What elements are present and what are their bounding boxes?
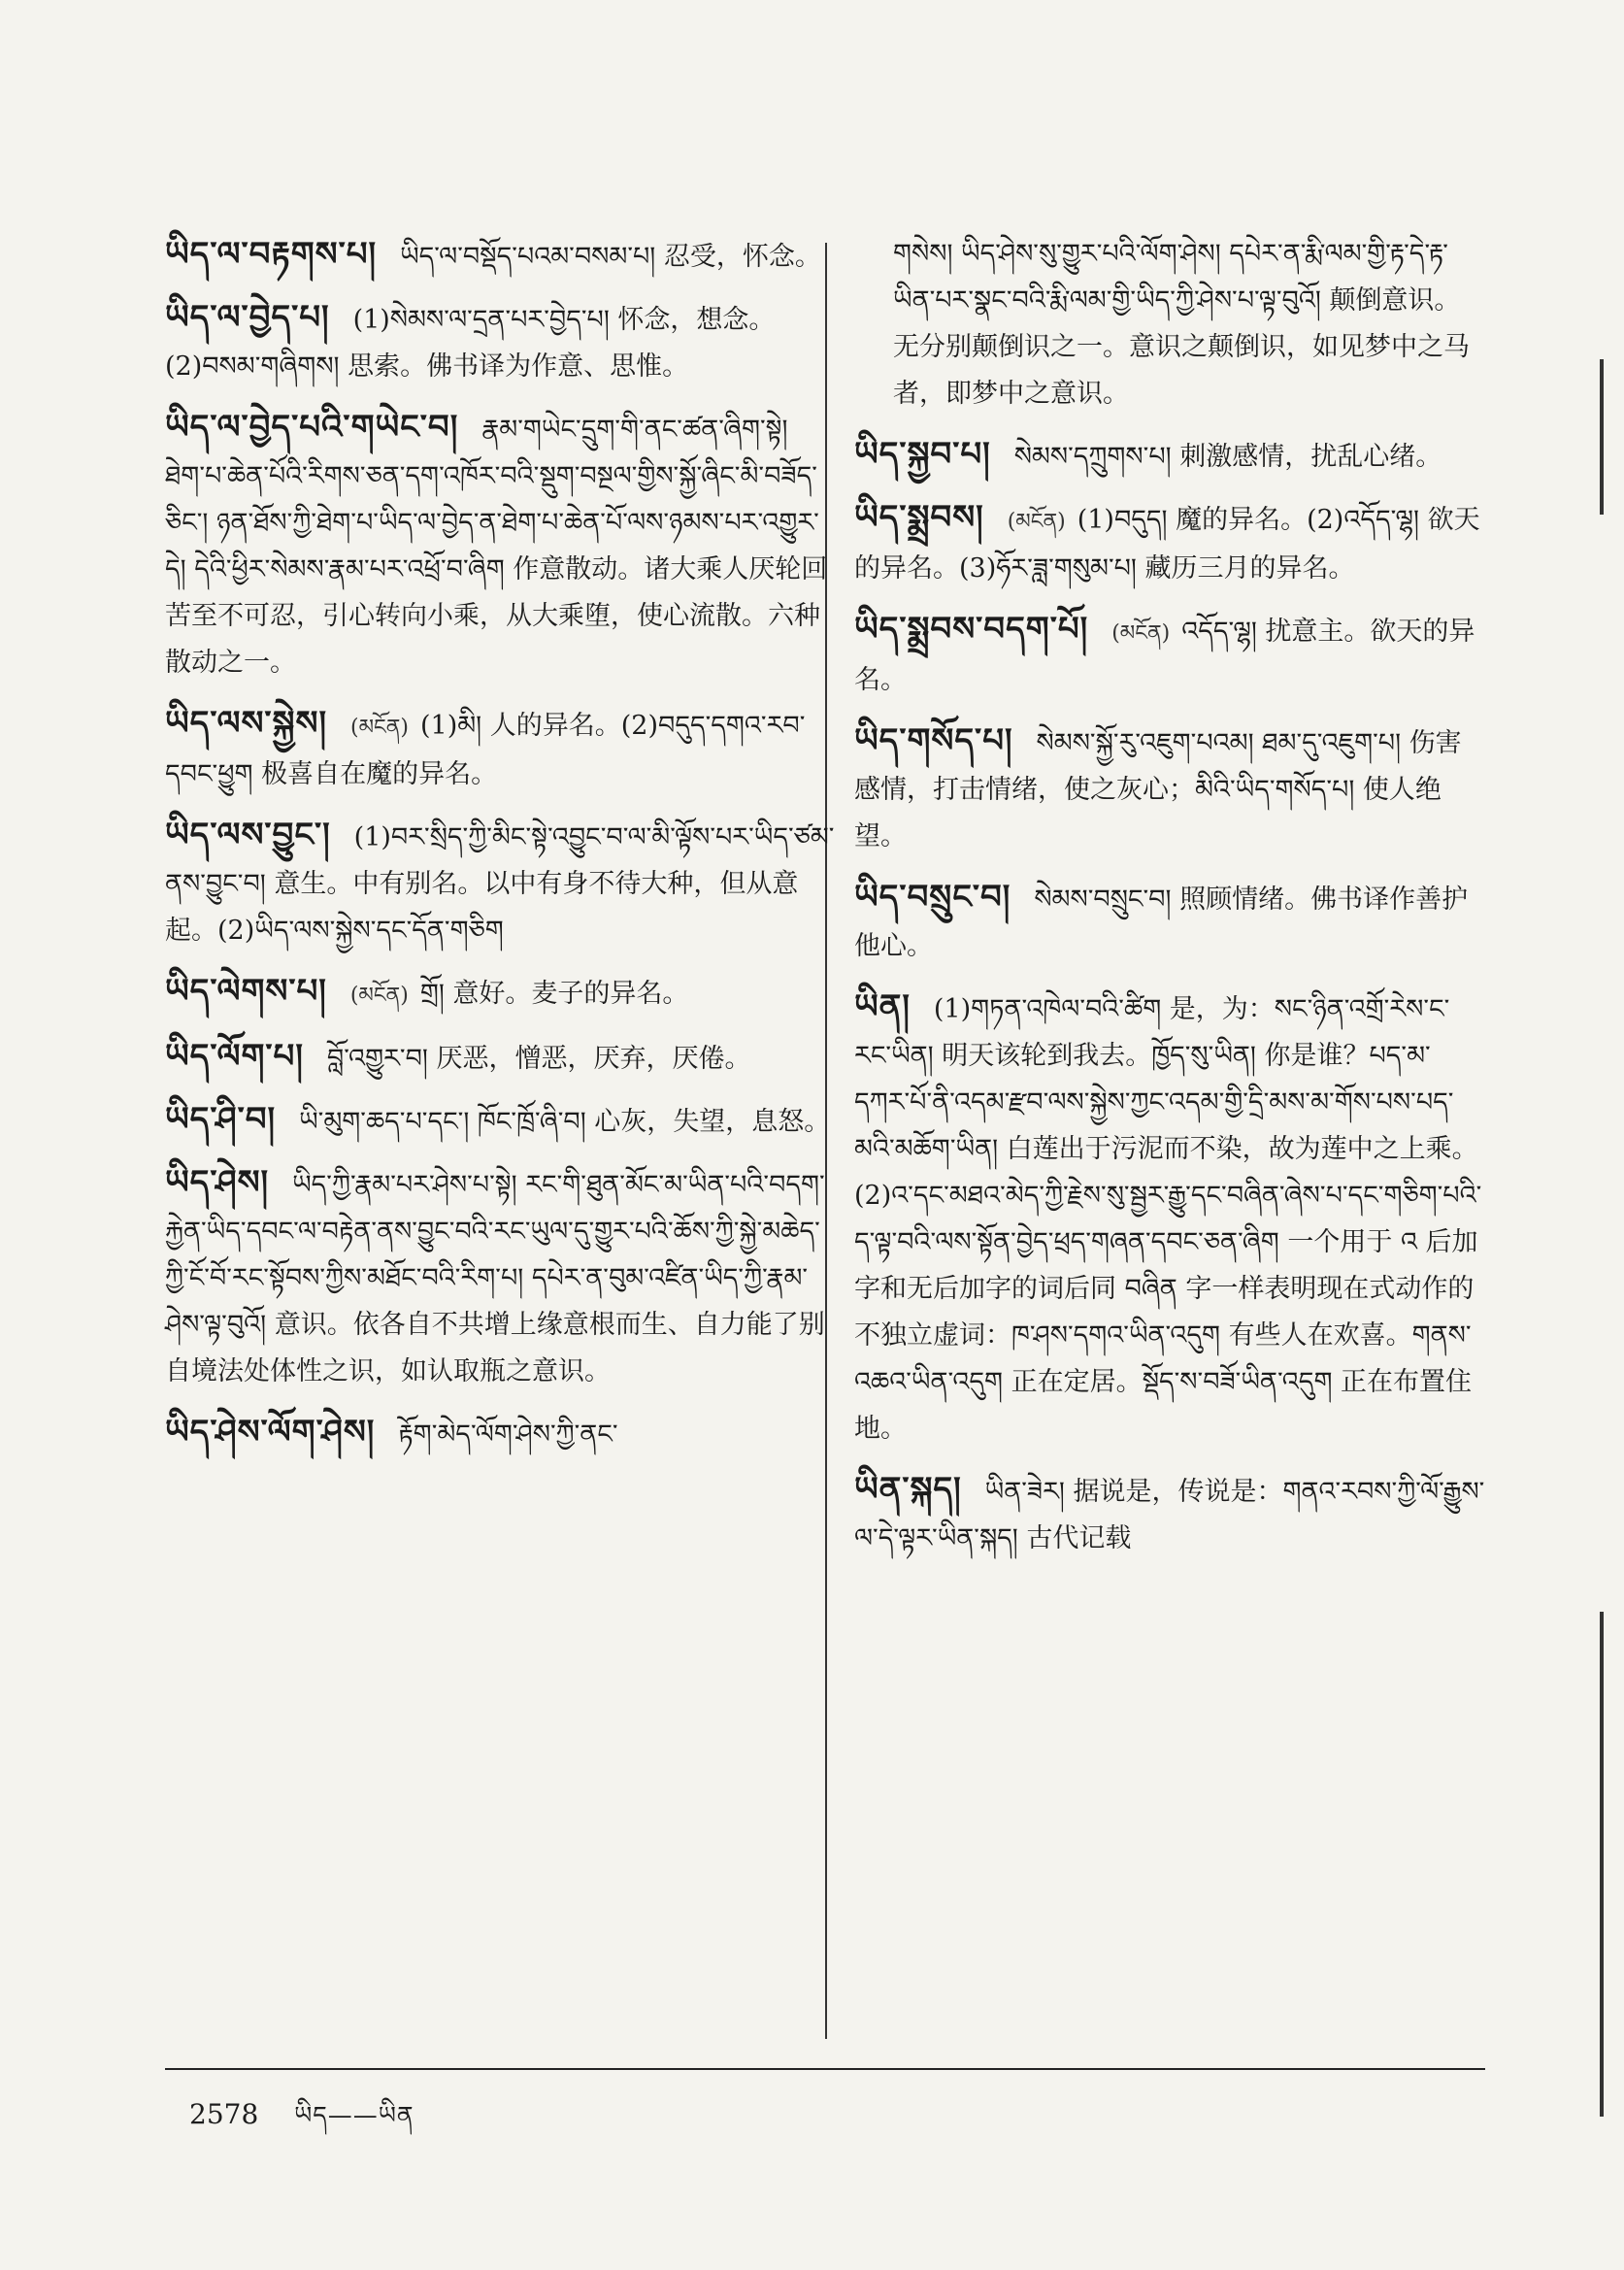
headword: ཡིད་ཤེས། xyxy=(165,1163,270,1202)
footer-rule xyxy=(165,2068,1485,2070)
dictionary-entry xyxy=(165,700,835,798)
headword: ཡིད་ཤེས་ལོག་ཤེས། xyxy=(165,1413,376,1452)
grammar-label: (མངོན) xyxy=(350,716,409,740)
headword: ཡིད་ལེགས་པ། xyxy=(165,972,327,1011)
left-column xyxy=(165,231,835,1472)
dictionary-entry xyxy=(165,1159,835,1395)
grammar-label: (མངོན) xyxy=(349,984,409,1008)
dictionary-entry xyxy=(854,431,1485,481)
headword: ཡིད་སྨྲབས། xyxy=(854,498,984,537)
page-footer xyxy=(189,2087,414,2156)
dictionary-entry xyxy=(165,968,835,1019)
headword: ཡིད་ལ་བརྟགས་པ། xyxy=(165,235,378,274)
headword: ཡིད་ལ་བྱེད་པའི་གཡེང་བ། xyxy=(165,408,459,447)
dictionary-entry xyxy=(854,874,1485,970)
definition: སེམས་བསྲུང་བ། 照顾情绪。佛书译作善护他心。 xyxy=(854,885,1469,961)
dictionary-entry xyxy=(854,494,1485,592)
dictionary-entry xyxy=(165,1033,835,1083)
grammar-label: (མངོན) xyxy=(1007,510,1066,534)
page-number: 2578 xyxy=(189,2098,259,2130)
definition: ཡིད་ཀྱི་རྣམ་པར་ཤེས་པ་སྟེ། རང་གི་ཐུན་མོང་མ་ཡིན་པའི་བདག་རྐྱེན་ཡིད་དབང་ལ་བརྟེན་ནས་བྱུང་བའི་རང་ཡུལ་དུ་གྱུར་པའི་ཆོས་ཀྱི་སྐྱེ་མཆེད་ཀྱི་ངོ་བོ་རང་སྟོབས་ཀྱིས་མཐོང་བའི་རིག་པ། དཔེར་ན་བུམ་འཛིན་ཡིད་ཀྱི་རྣམ་ཤེས་ལྟ་བུའོ། 意识。依各自不共增上缘意根而生、自力能了别自境法处体性之识，如认取瓶之意识。 xyxy=(165,1170,825,1386)
definition: (1)བར་སྲིད་ཀྱི་མིང་སྟེ་འབྱུང་བ་ལ་མི་ལྟོས་པར་ཡིད་ཙམ་ནས་བྱུང་བ། 意生。中有别名。以中有身不待大种，但从意起。(2)ཡིད་ལས་སྐྱེས་དང་དོན་གཅིག xyxy=(165,822,835,946)
headword: ཡིན་སྐད། xyxy=(854,1470,962,1509)
definition: (1)མི། 人的异名。(2)བདུད་དགའ་རབ་དབང་ཕྱུག 极喜自在魔的异名。 xyxy=(165,711,806,789)
scan-edge-mark xyxy=(1600,359,1604,515)
headword: ཡིད་བསྲུང་བ། xyxy=(854,878,1011,917)
dictionary-entry xyxy=(854,606,1485,704)
headword: ཡིད་གསོད་པ། xyxy=(854,721,1013,760)
headword: ཡིན། xyxy=(854,987,911,1026)
definition: (1)བདུད། 魔的异名。(2)འདོད་ལྷ། 欲天的异名。(3)ཧོར་ཟླ་གསུམ་པ། 藏历三月的异名。 xyxy=(854,505,1480,584)
right-column xyxy=(854,231,1485,1576)
scan-edge-mark xyxy=(1600,1612,1604,2117)
dictionary-entry xyxy=(165,231,835,281)
headword: ཡིད་ལ་བྱེད་པ། xyxy=(165,298,330,337)
definition: (1)སེམས་ལ་དྲན་པར་བྱེད་པ། 怀念，想念。(2)བསམ་གཞིགས། 思索。佛书译为作意、思惟。 xyxy=(165,305,776,382)
dictionary-entry xyxy=(165,812,835,954)
definition: ཡིད་ལ་བསྡོད་པའམ་བསམ་པ། 忍受，怀念。 xyxy=(400,242,821,272)
dictionary-entry xyxy=(165,1096,835,1146)
definition: སེམས་སྐྱོ་རུ་འཇུག་པའམ། ཐམ་དུ་འཇུག་པ། 伤害感情，打击情绪，使之灰心；མིའི་ཡིད་གསོད་པ། 使人绝望。 xyxy=(854,728,1462,851)
definition: སེམས་དཀྲུགས་པ། 刺激感情，扰乱心绪。 xyxy=(1013,442,1442,472)
page-range: ཡིད——ཡིན xyxy=(294,2101,414,2129)
dictionary-entry xyxy=(165,1409,835,1458)
headword: ཡིད་ལས་བྱུང་། xyxy=(165,816,331,854)
headword: ཡིད་ལོག་པ། xyxy=(165,1037,304,1076)
grammar-label: (མངོན) xyxy=(1111,621,1171,646)
headword: ཡིད་སྨྲབས་བདག་པོ། xyxy=(854,610,1089,649)
definition: བློ་འགྱུར་བ། 厌恶，憎恶，厌弃，厌倦。 xyxy=(326,1044,751,1074)
definition: གྲོ། 意好。麦子的异名。 xyxy=(419,979,689,1009)
definition: འདོད་ལྷ། 扰意主。欲天的异名。 xyxy=(854,617,1475,695)
definition: རྟོག་མེད་ལོག་ཤེས་ཀྱི་ནང་ xyxy=(398,1419,618,1450)
definition: (1)གཏན་འཁེལ་བའི་ཚིག 是，为：སང་ཉིན་འགྲོ་རེས་ང་རང་ཡིན། 明天该轮到我去。ཁྱོད་སུ་ཡིན། 你是谁？པད་མ་དཀར་པོ་ནི་འདམ་རྫབ་ལས་སྐྱེས་ཀྱང་འདམ་གྱི་དྲི་མས་མ་གོས་པས་པད་མའི་མཆོག་ཡིན། 白莲出于污泥而不染，故为莲中之上乘。(2)འ་དང་མཐའ་མེད་ཀྱི་རྗེས་སུ་སྦྱར་རྒྱུ་དང་བཞིན་ཞེས་པ་དང་གཅིག་པའི་ད་ལྟ་བའི་ལས་སྟོན་བྱེད་ཕྲད་གཞན་དབང་ཅན་ཞིག 一个用于 འ 后加字和无后加字的词后同 བཞིན 字一样表明现在式动作的不独立虚词：ཁ་ཤས་དགའ་ཡིན་འདུག 有些人在欢喜。གནས་འཆའ་ཡིན་འདུག 正在定居。སྡོད་ས་བཟོ་ཡིན་འདུག 正在布置住地。 xyxy=(854,994,1482,1444)
headword: ཡིད་ཤི་བ། xyxy=(165,1100,277,1139)
definition: ཡི་མུག་ཆད་པ་དང་། ཁོང་ཁྲོ་ཞི་བ། 心灰，失望，息怒。 xyxy=(299,1107,831,1137)
dictionary-entry xyxy=(165,294,835,390)
headword: ཡིད་སྐྱབ་པ། xyxy=(854,435,991,474)
headword: ཡིད་ལས་སྐྱེས། xyxy=(165,704,327,743)
dictionary-entry xyxy=(854,1466,1485,1562)
continued-entry: གསེས། ཡིད་ཤེས་སུ་གྱུར་པའི་ལོག་ཤེས། དཔེར་ན་རྨི་ལམ་གྱི་རྟ་དེ་རྟ་ཡིན་པར་སྣང་བའི་རྨི་ལམ་གྱི་ཡིད་ཀྱི་ཤེས་པ་ལྟ་བུའོ། 颠倒意识。无分别颠倒识之一。意识之颠倒识，如见梦中之马者，即梦中之意识。 xyxy=(893,239,1470,409)
definition: ཡིན་ཟེར། 据说是，传说是：གནའ་རབས་ཀྱི་ལོ་རྒྱུས་ལ་དེ་ལྟར་ཡིན་སྐད། 古代记载 xyxy=(854,1477,1485,1553)
dictionary-entry xyxy=(854,984,1485,1452)
dictionary-entry xyxy=(854,718,1485,860)
definition: རྣམ་གཡེང་དྲུག་གི་ནང་ཚན་ཞིག་སྟེ། ཐེག་པ་ཆེན་པོའི་རིགས་ཅན་དག་འཁོར་བའི་སྡུག་བསྔལ་གྱིས་སྐྱོ་ཞིང་མི་བཟོད་ཅིང་། ཉན་ཐོས་ཀྱི་ཐེག་པ་ཡིད་ལ་བྱེད་ན་ཐེག་པ་ཆེན་པོ་ལས་ཉམས་པར་འགྱུར་དེ། དེའི་ཕྱིར་སེམས་རྣམ་པར་འཕྲོ་བ་ཞིག 作意散动。诸大乘人厌轮回苦至不可忍，引心转向小乘，从大乘堕，使心流散。六种散动之一。 xyxy=(165,415,828,678)
dictionary-entry xyxy=(165,404,835,686)
